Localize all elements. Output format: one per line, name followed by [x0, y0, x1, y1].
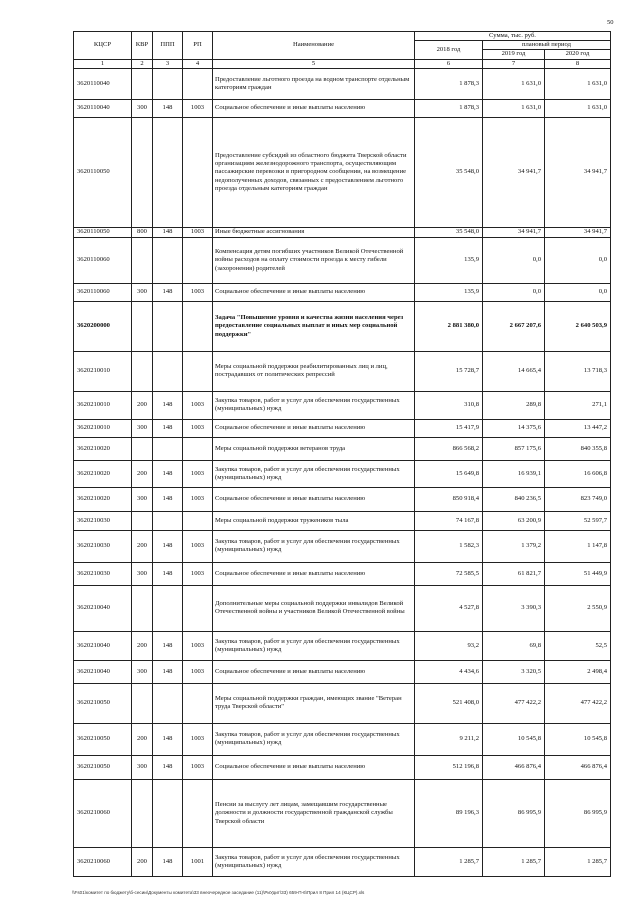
- table-row: [74, 847, 611, 876]
- kcsr-cell: 3620110060: [74, 237, 132, 283]
- name-cell: Закупка товаров, работ и услуг для обеспечения государственных (муниципальных) нужд: [213, 530, 415, 562]
- kvr-cell: [132, 511, 153, 530]
- rp-cell: [183, 351, 213, 391]
- header-name: Наименование: [213, 32, 415, 60]
- sum-2019-cell: 14 375,6: [483, 419, 545, 437]
- ppp-cell: 148: [153, 487, 183, 511]
- header-rp: РП: [183, 32, 213, 60]
- kvr-cell: 300: [132, 562, 153, 585]
- name-cell: Задача "Повышение уровня и качества жизни населения через предоставление социальных выплат и иных мер социальной поддержки": [213, 301, 415, 351]
- name-cell: Социальное обеспечение и иные выплаты населению: [213, 562, 415, 585]
- rp-cell: 1003: [183, 530, 213, 562]
- sum-2018-cell: 1 285,7: [415, 847, 483, 876]
- rp-cell: [183, 585, 213, 631]
- sum-2020-cell: 466 876,4: [545, 755, 611, 779]
- kcsr-cell: 3620210050: [74, 723, 132, 755]
- sum-2018-cell: 93,2: [415, 631, 483, 660]
- header-year-2020: 2020 год: [545, 50, 611, 59]
- kcsr-cell: 3620110060: [74, 283, 132, 301]
- name-cell: Компенсация детям погибших участников Великой Отечественной войны расходов на оплату стоимости проезда к месту гибели (захоронения) родителей: [213, 237, 415, 283]
- table-row: [74, 683, 611, 723]
- sum-2020-cell: 477 422,2: [545, 683, 611, 723]
- rp-cell: [183, 779, 213, 847]
- kcsr-cell: 3620110050: [74, 117, 132, 227]
- name-cell: Дополнительные меры социальной поддержки инвалидов Великой Отечественной войны и участников Великой Отечественной войны: [213, 585, 415, 631]
- sum-2019-cell: 0,0: [483, 237, 545, 283]
- name-cell: Социальное обеспечение и иные выплаты населению: [213, 487, 415, 511]
- sum-2018-cell: 15 649,8: [415, 460, 483, 487]
- rp-cell: 1003: [183, 419, 213, 437]
- column-index-row: [74, 59, 611, 68]
- sum-2018-cell: 310,8: [415, 391, 483, 419]
- rp-cell: 1003: [183, 283, 213, 301]
- sum-2020-cell: 2 498,4: [545, 660, 611, 683]
- kvr-cell: 200: [132, 460, 153, 487]
- kcsr-cell: 3620210060: [74, 779, 132, 847]
- kvr-cell: 200: [132, 391, 153, 419]
- table-body: [74, 68, 611, 876]
- table-row: [74, 779, 611, 847]
- kcsr-cell: 3620110050: [74, 227, 132, 237]
- ppp-cell: 148: [153, 391, 183, 419]
- sum-2020-cell: 86 995,9: [545, 779, 611, 847]
- kcsr-cell: 3620210050: [74, 755, 132, 779]
- sum-2019-cell: 86 995,9: [483, 779, 545, 847]
- sum-2020-cell: 840 355,8: [545, 437, 611, 460]
- sum-2018-cell: 89 196,3: [415, 779, 483, 847]
- ppp-cell: 148: [153, 419, 183, 437]
- rp-cell: 1003: [183, 723, 213, 755]
- table-row: [74, 227, 611, 237]
- kcsr-cell: 3620210050: [74, 683, 132, 723]
- name-cell: Иные бюджетные ассигнования: [213, 227, 415, 237]
- rp-cell: [183, 437, 213, 460]
- sum-2019-cell: 477 422,2: [483, 683, 545, 723]
- sum-2018-cell: 521 408,0: [415, 683, 483, 723]
- name-cell: Меры социальной поддержки реабилитированных лиц и лиц, пострадавших от политических репрессий: [213, 351, 415, 391]
- sum-2020-cell: 1 285,7: [545, 847, 611, 876]
- sum-2018-cell: 4 527,8: [415, 585, 483, 631]
- ppp-cell: 148: [153, 723, 183, 755]
- table-row: [74, 511, 611, 530]
- kvr-cell: [132, 117, 153, 227]
- table-row: [74, 117, 611, 227]
- kvr-cell: [132, 683, 153, 723]
- ppp-cell: [153, 683, 183, 723]
- table-row: [74, 391, 611, 419]
- sum-2019-cell: 63 200,9: [483, 511, 545, 530]
- sum-2020-cell: 2 550,9: [545, 585, 611, 631]
- sum-2019-cell: 1 631,0: [483, 68, 545, 99]
- kcsr-cell: 3620200000: [74, 301, 132, 351]
- rp-cell: 1001: [183, 847, 213, 876]
- rp-cell: [183, 511, 213, 530]
- sum-2019-cell: 1 631,0: [483, 99, 545, 117]
- ppp-cell: 148: [153, 227, 183, 237]
- rp-cell: 1003: [183, 487, 213, 511]
- rp-cell: 1003: [183, 99, 213, 117]
- rp-cell: [183, 301, 213, 351]
- column-index: 5: [213, 59, 415, 68]
- header-year-2019: 2019 год: [483, 50, 545, 59]
- name-cell: Социальное обеспечение и иные выплаты населению: [213, 419, 415, 437]
- table-row: [74, 437, 611, 460]
- table-row: [74, 755, 611, 779]
- kvr-cell: 200: [132, 847, 153, 876]
- sum-2019-cell: 289,8: [483, 391, 545, 419]
- name-cell: Закупка товаров, работ и услуг для обеспечения государственных (муниципальных) нужд: [213, 631, 415, 660]
- sum-2019-cell: 34 941,7: [483, 117, 545, 227]
- kcsr-cell: 3620210030: [74, 562, 132, 585]
- sum-2019-cell: 16 939,1: [483, 460, 545, 487]
- name-cell: Закупка товаров, работ и услуг для обеспечения государственных (муниципальных) нужд: [213, 460, 415, 487]
- table-row: [74, 530, 611, 562]
- column-index: 3: [153, 59, 183, 68]
- kvr-cell: 300: [132, 283, 153, 301]
- rp-cell: [183, 683, 213, 723]
- kcsr-cell: 3620210040: [74, 660, 132, 683]
- column-index: 4: [183, 59, 213, 68]
- sum-2018-cell: 35 548,0: [415, 227, 483, 237]
- ppp-cell: 148: [153, 755, 183, 779]
- table-row: [74, 283, 611, 301]
- sum-2020-cell: 823 749,0: [545, 487, 611, 511]
- header-year-2018: 2018 год: [415, 41, 483, 59]
- sum-2020-cell: 13 718,3: [545, 351, 611, 391]
- sum-2019-cell: 69,8: [483, 631, 545, 660]
- sum-2020-cell: 16 606,8: [545, 460, 611, 487]
- name-cell: Закупка товаров, работ и услуг для обеспечения государственных (муниципальных) нужд: [213, 723, 415, 755]
- name-cell: Предоставление льготного проезда на водном транспорте отдельным категориям граждан: [213, 68, 415, 99]
- table-row: [74, 99, 611, 117]
- sum-2018-cell: 2 881 380,0: [415, 301, 483, 351]
- rp-cell: 1003: [183, 562, 213, 585]
- table-row: [74, 660, 611, 683]
- kcsr-cell: 3620210020: [74, 437, 132, 460]
- kcsr-cell: 3620210040: [74, 585, 132, 631]
- kvr-cell: [132, 301, 153, 351]
- sum-2019-cell: 0,0: [483, 283, 545, 301]
- table-row: [74, 487, 611, 511]
- column-index: 1: [74, 59, 132, 68]
- ppp-cell: [153, 511, 183, 530]
- rp-cell: [183, 237, 213, 283]
- table-row: [74, 351, 611, 391]
- budget-table-container: [73, 31, 610, 877]
- page-number: 50: [607, 19, 614, 26]
- sum-2020-cell: 13 447,2: [545, 419, 611, 437]
- sum-2018-cell: 4 434,6: [415, 660, 483, 683]
- table-row: [74, 723, 611, 755]
- sum-2020-cell: 52,5: [545, 631, 611, 660]
- column-index: 8: [545, 59, 611, 68]
- ppp-cell: 148: [153, 562, 183, 585]
- sum-2018-cell: 9 211,2: [415, 723, 483, 755]
- sum-2019-cell: 466 876,4: [483, 755, 545, 779]
- name-cell: Социальное обеспечение и иные выплаты населению: [213, 99, 415, 117]
- column-index: 6: [415, 59, 483, 68]
- ppp-cell: 148: [153, 847, 183, 876]
- header-kcsr: КЦСР: [74, 32, 132, 60]
- kvr-cell: [132, 237, 153, 283]
- ppp-cell: 148: [153, 460, 183, 487]
- column-index: 2: [132, 59, 153, 68]
- sum-2019-cell: 1 285,7: [483, 847, 545, 876]
- rp-cell: 1003: [183, 391, 213, 419]
- rp-cell: [183, 117, 213, 227]
- table-row: [74, 585, 611, 631]
- header-planned-period: плановый период: [483, 41, 611, 50]
- table-row: [74, 237, 611, 283]
- kcsr-cell: 3620110040: [74, 99, 132, 117]
- name-cell: Закупка товаров, работ и услуг для обеспечения государственных (муниципальных) нужд: [213, 847, 415, 876]
- header-sum: Сумма, тыс. руб.: [415, 32, 611, 41]
- ppp-cell: [153, 585, 183, 631]
- sum-2018-cell: 866 568,2: [415, 437, 483, 460]
- table-row: [74, 631, 611, 660]
- kcsr-cell: 3620210010: [74, 391, 132, 419]
- name-cell: Меры социальной поддержки тружеников тыла: [213, 511, 415, 530]
- kvr-cell: [132, 779, 153, 847]
- kcsr-cell: 3620210010: [74, 351, 132, 391]
- ppp-cell: [153, 117, 183, 227]
- sum-2020-cell: 51 449,9: [545, 562, 611, 585]
- kcsr-cell: 3620210020: [74, 460, 132, 487]
- ppp-cell: [153, 68, 183, 99]
- table-row: [74, 301, 611, 351]
- rp-cell: 1003: [183, 755, 213, 779]
- name-cell: Социальное обеспечение и иные выплаты населению: [213, 660, 415, 683]
- sum-2019-cell: 61 821,7: [483, 562, 545, 585]
- header-kvr: КВР: [132, 32, 153, 60]
- sum-2020-cell: 1 147,8: [545, 530, 611, 562]
- sum-2020-cell: 34 941,7: [545, 227, 611, 237]
- sum-2019-cell: 3 390,3: [483, 585, 545, 631]
- kcsr-cell: 3620110040: [74, 68, 132, 99]
- kcsr-cell: 3620210060: [74, 847, 132, 876]
- kvr-cell: 200: [132, 631, 153, 660]
- ppp-cell: 148: [153, 99, 183, 117]
- kvr-cell: 300: [132, 99, 153, 117]
- sum-2019-cell: 1 379,2: [483, 530, 545, 562]
- kvr-cell: [132, 585, 153, 631]
- kvr-cell: 300: [132, 660, 153, 683]
- ppp-cell: [153, 779, 183, 847]
- sum-2018-cell: 35 548,0: [415, 117, 483, 227]
- sum-2018-cell: 135,9: [415, 283, 483, 301]
- sum-2018-cell: 74 167,8: [415, 511, 483, 530]
- table-header: [74, 32, 611, 69]
- rp-cell: 1003: [183, 631, 213, 660]
- sum-2020-cell: 0,0: [545, 283, 611, 301]
- sum-2020-cell: 271,1: [545, 391, 611, 419]
- rp-cell: 1003: [183, 460, 213, 487]
- rp-cell: 1003: [183, 660, 213, 683]
- sum-2019-cell: 34 941,7: [483, 227, 545, 237]
- sum-2019-cell: 857 175,6: [483, 437, 545, 460]
- name-cell: Предоставление субсидий из областного бюджета Тверской области организациям железнодорожного транспорта, осуществляющим пассажирские перевозки в пригородном сообщении, на возмещение недополученных доходов, связанных с предоставлением льготного проезда отдельным категориям граждан: [213, 117, 415, 227]
- sum-2018-cell: 15 728,7: [415, 351, 483, 391]
- sum-2019-cell: 14 665,4: [483, 351, 545, 391]
- sum-2019-cell: 840 236,5: [483, 487, 545, 511]
- rp-cell: 1003: [183, 227, 213, 237]
- sum-2020-cell: 10 545,8: [545, 723, 611, 755]
- kcsr-cell: 3620210030: [74, 511, 132, 530]
- sum-2020-cell: 2 640 503,9: [545, 301, 611, 351]
- sum-2018-cell: 1 878,3: [415, 68, 483, 99]
- ppp-cell: [153, 437, 183, 460]
- kvr-cell: [132, 68, 153, 99]
- kvr-cell: 200: [132, 723, 153, 755]
- sum-2020-cell: 52 597,7: [545, 511, 611, 530]
- rp-cell: [183, 68, 213, 99]
- sum-2020-cell: 34 941,7: [545, 117, 611, 227]
- ppp-cell: 148: [153, 530, 183, 562]
- kvr-cell: 800: [132, 227, 153, 237]
- name-cell: Социальное обеспечение и иные выплаты населению: [213, 755, 415, 779]
- table-row: [74, 460, 611, 487]
- sum-2020-cell: 1 631,0: [545, 68, 611, 99]
- kcsr-cell: 3620210020: [74, 487, 132, 511]
- sum-2019-cell: 10 545,8: [483, 723, 545, 755]
- sum-2018-cell: 72 585,5: [415, 562, 483, 585]
- kcsr-cell: 3620210040: [74, 631, 132, 660]
- ppp-cell: [153, 301, 183, 351]
- sum-2018-cell: 850 918,4: [415, 487, 483, 511]
- kvr-cell: [132, 437, 153, 460]
- sum-2019-cell: 3 320,5: [483, 660, 545, 683]
- sum-2020-cell: 1 631,0: [545, 99, 611, 117]
- column-index: 7: [483, 59, 545, 68]
- ppp-cell: 148: [153, 631, 183, 660]
- name-cell: Социальное обеспечение и иные выплаты населению: [213, 283, 415, 301]
- header-ppp: ППП: [153, 32, 183, 60]
- sum-2018-cell: 1 582,3: [415, 530, 483, 562]
- name-cell: Закупка товаров, работ и услуг для обеспечения государственных (муниципальных) нужд: [213, 391, 415, 419]
- sum-2019-cell: 2 667 207,6: [483, 301, 545, 351]
- table-row: [74, 68, 611, 99]
- sum-2018-cell: 15 417,9: [415, 419, 483, 437]
- sum-2018-cell: 512 196,8: [415, 755, 483, 779]
- ppp-cell: [153, 351, 183, 391]
- sum-2018-cell: 135,9: [415, 237, 483, 283]
- kcsr-cell: 3620210030: [74, 530, 132, 562]
- kcsr-cell: 3620210010: [74, 419, 132, 437]
- sum-2018-cell: 1 878,3: [415, 99, 483, 117]
- budget-table: [73, 31, 611, 877]
- kvr-cell: [132, 351, 153, 391]
- kvr-cell: 300: [132, 755, 153, 779]
- name-cell: Пенсии за выслугу лет лицам, замещавшим государственные должности и должности государственной гражданской службы Тверской области: [213, 779, 415, 847]
- name-cell: Меры социальной поддержки граждан, имеющих звание "Ветеран труда Тверской области": [213, 683, 415, 723]
- kvr-cell: 200: [132, 530, 153, 562]
- kvr-cell: 300: [132, 487, 153, 511]
- name-cell: Меры социальной поддержки ветеранов труда: [213, 437, 415, 460]
- kvr-cell: 300: [132, 419, 153, 437]
- ppp-cell: 148: [153, 660, 183, 683]
- table-row: [74, 562, 611, 585]
- file-path-footer: \\Fs01\комитет по бюджету\б-сесии\Документы комитета\33 внеочередное заседание (11)\РиУдит\33) 659-П-6\Прил 8 Прил 14 (КЦСР).xls: [72, 890, 365, 895]
- table-row: [74, 419, 611, 437]
- ppp-cell: [153, 237, 183, 283]
- sum-2020-cell: 0,0: [545, 237, 611, 283]
- ppp-cell: 148: [153, 283, 183, 301]
